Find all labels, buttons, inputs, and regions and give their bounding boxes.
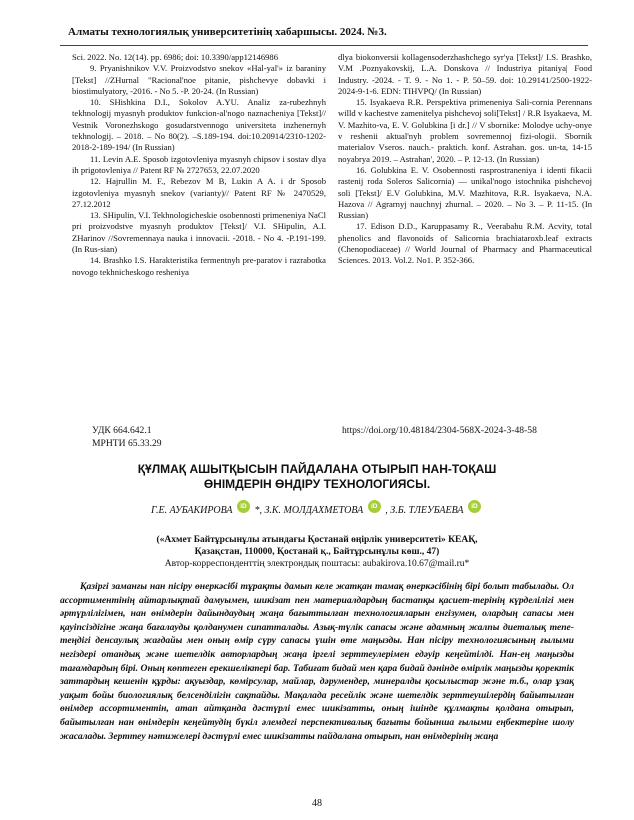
affiliation — [60, 534, 574, 570]
reference-item: 10. SHishkina D.I., Sokolov A.YU. Analiz za-rubezhnyh tekhnologij myasnyh produktov funkcion-al'nogo naznacheniya [Tekst]// Vestnik Voronezhskogo gosudarstvennogo universiteta inzhenernyh tekhnologij. – 2018. – No 80(2). –S.189-194. doi:10.20914/2310-1202-2018-2-189-194/ (In Russian) — [72, 97, 326, 153]
affiliation-line: («Ахмет Байтұрсынұлы атындағы Қостанай өңірлік университеті» КЕАҚ, — [156, 535, 478, 545]
author-name: З.Б. ТЛЕУБАЕВА — [390, 505, 464, 516]
author-suffix: , — [385, 505, 388, 516]
classification-codes — [92, 424, 162, 450]
author-name: Г.Е. АУБАКИРОВА — [151, 505, 233, 516]
header-rule — [60, 45, 588, 46]
reference-item: 9. Pryanishnikov V.V. Proizvodstvo snekov «Hal-yal'» iz baraniny [Tekst] //ZHurnal "Racional'noe pitanie, pishchevye dobavki i biostimulyatory, -2016. - No 5. -P. 20-24. (In Russian) — [72, 63, 326, 96]
affiliation-line: Қазақстан, 110000, Қостанай қ., Байтұрсынұлы көш., 47) — [194, 547, 440, 557]
article-title — [60, 462, 574, 492]
reference-continuation: dlya biokonversii kollagensoderzhashchego syr'ya [Tekst]/ I.S. Brashko, V.M .Poznyakovskij, L.A. Donskova // Industriya pitaniya| Food Industry. -2024. - T. 9. - No 1. - P. 50–59. doi: 10.29141/2500-1922-2024-9-1-6. EDN: TIHVPQ/ (In Russian) — [338, 52, 592, 96]
article-title-line: ӨНІМДЕРІН ӨНДІРУ ТЕХНОЛОГИЯСЫ. — [203, 477, 431, 491]
author-name: З.К. МОЛДАХМЕТОВА — [264, 505, 364, 516]
reference-item: 15. Isyakaeva R.R. Perspektiva primeneniya Sali-cornia Perennans willd v kachestve zamenitelya pishchevoj soli[Tekst] / R.R Isyakaeva, M. V. Mazhito-va, E. V. Golubkina [i dr.] // V sbornike: Molodye uchy-onye v reshenii aktual'nyh problem sovremennoj fizi-ologii. Sbornik materialov Vseros. nauch.- praktich. konf. Astrahan. gos. un-ta, 14-15 noyabrya 2019. – Astrahan', 2020. – P. 12-13. (In Russian) — [338, 97, 592, 164]
page-number: 48 — [312, 798, 322, 809]
reference-item: 13. SHipulin, V.I. Tekhnologicheskie osobennosti primeneniya NaCl pri proizvodstve myasnyh produktov [Tekst]/ V.I. SHipulin, A.I. ZHarinov //Sovremennaya nauka i innovacii. -2018. - No 4. -P.191-199. (In Rus-sian) — [72, 210, 326, 255]
references-right-column — [338, 52, 592, 267]
references-left-column — [72, 52, 326, 278]
orcid-icon[interactable]: iD — [468, 500, 481, 513]
correspondence-email: Автор-корреспонденттің электрондық поштасы: aubakirova.10.67@mail.ru* — [164, 559, 470, 569]
reference-continuation: Sci. 2022. No. 12(14). pp. 6986; doi: 10.3390/app12146986 — [72, 52, 279, 62]
reference-item: 17. Edison D.D., Karuppasamy R., Veerabahu R.M. Acvity, total phenolics and flavonoids of Salicornia brachiataroxb.leaf extracts (Chenopodiaceae) // World Journal of Pharmacy and Pharmaceutical Sciences. 2013. Vol.2. No1. P. 352-366. — [338, 221, 592, 266]
journal-header: Алматы технологиялық университетінің хабаршысы. 2024. №3. — [68, 26, 387, 38]
reference-item: 11. Levin A.E. Sposob izgotovleniya myasnyh chipsov i sostav dlya ih prigotovleniya // Patent RF № 2727653, 22.07.2020 — [72, 153, 326, 175]
abstract-text: Қазіргі заманғы нан пісіру өнеркәсібі тұрақты дамып келе жатқан тамақ өнеркәсібінің бірі болып табылады. Ол ассортиментінің айтарлықтай дамуымен, шикізат пен материалдардың бастапқы қасиет-терінің күрделілігі мен әртүрлілігімен, нан өнімдерін дайындаудың жаңа бағыттылған технологияларын енгізумен, олардың сапасы мен қауіпсіздігіне жаңа бағалауды қолданумен сипатталады. Азық-түлік сапасы және адамның жалпы диеталық тепе-теңдігі денсаулық жағдайы мен оның өмір сүру сапасы үшін өте маңызды. Нан пісіру технологиясының ғылыми негіздері отандық және шетелдік авторлардың жаңа іргелі зерттеулерімен едәуір кеңейтілді. Нан-ең маңызды тағамдардың бірі. Оның көптеген ерекшеліктері бар. Табиғат бидай мен қара бидай дәнінде өмірлік маңызды қоректік заттардың кешенін құрды: ақуыздар, көмірсулар, майлар, дәрумендер, минералды қосылыстар және т.б., олар ұзақ уақыт бойы биологиялық белсенділігін сақтайды. Мақалада ресейлік және шетелдік зерттеушілердің байытылған өнімдер ассортиментін, атап айтқанда дәстүрлі емес шикізатты, оның ішінде құлмақты қолдана отырып, байытылған нан өнімдерін кеңейтудің бүкіл әлемдегі перспективалық бағыты бойынша ғылыми еңбектеріне шолу жасалады. Зерттеу нәтижелері дәстүрлі емес шикізатты пайдалана отырып, нан өнімдерінің жаңа — [60, 581, 574, 742]
orcid-icon[interactable]: iD — [368, 500, 381, 513]
mrnti-code: МРНТИ 65.33.29 — [92, 438, 162, 449]
author-list — [60, 500, 574, 516]
author-suffix: *, — [254, 505, 262, 516]
reference-item: 16. Golubkina E. V. Osobennosti rasprostraneniya i identi fikacii rastenij roda Soleros Salicornia) — unikal'nogo istochnika pishchevoj soli [Tekst]/ E.V Golubkina, M.V. Mazhitova, R.R. Isyakaeva, N.A. Hazova // Agrarnyj nauchnyj zhurnal. – 2020. – No 3. – P. 11-15. (In Russian) — [338, 164, 592, 221]
orcid-icon[interactable]: iD — [237, 500, 250, 513]
doi-link[interactable]: https://doi.org/10.48184/2304-568X-2024-3-48-58 — [342, 425, 537, 436]
reference-item: 14. Brashko I.S. Harakteristika fermentnyh pre-paratov i razrabotka novogo tekhnicheskogo resheniya — [72, 255, 326, 277]
udc-code: УДК 664.642.1 — [92, 425, 152, 436]
article-title-line: ҚҰЛМАҚ АШЫТҚЫСЫН ПАЙДАЛАНА ОТЫРЫП НАН-ТОҚАШ — [137, 462, 497, 476]
reference-item: 12. Hajrullin M. F., Rebezov M B, Lukin A A. i dr Sposob izgotovleniya myasnyh snekov (variantу)// Patent RF № 2470529, 27.12.2012 — [72, 176, 326, 209]
